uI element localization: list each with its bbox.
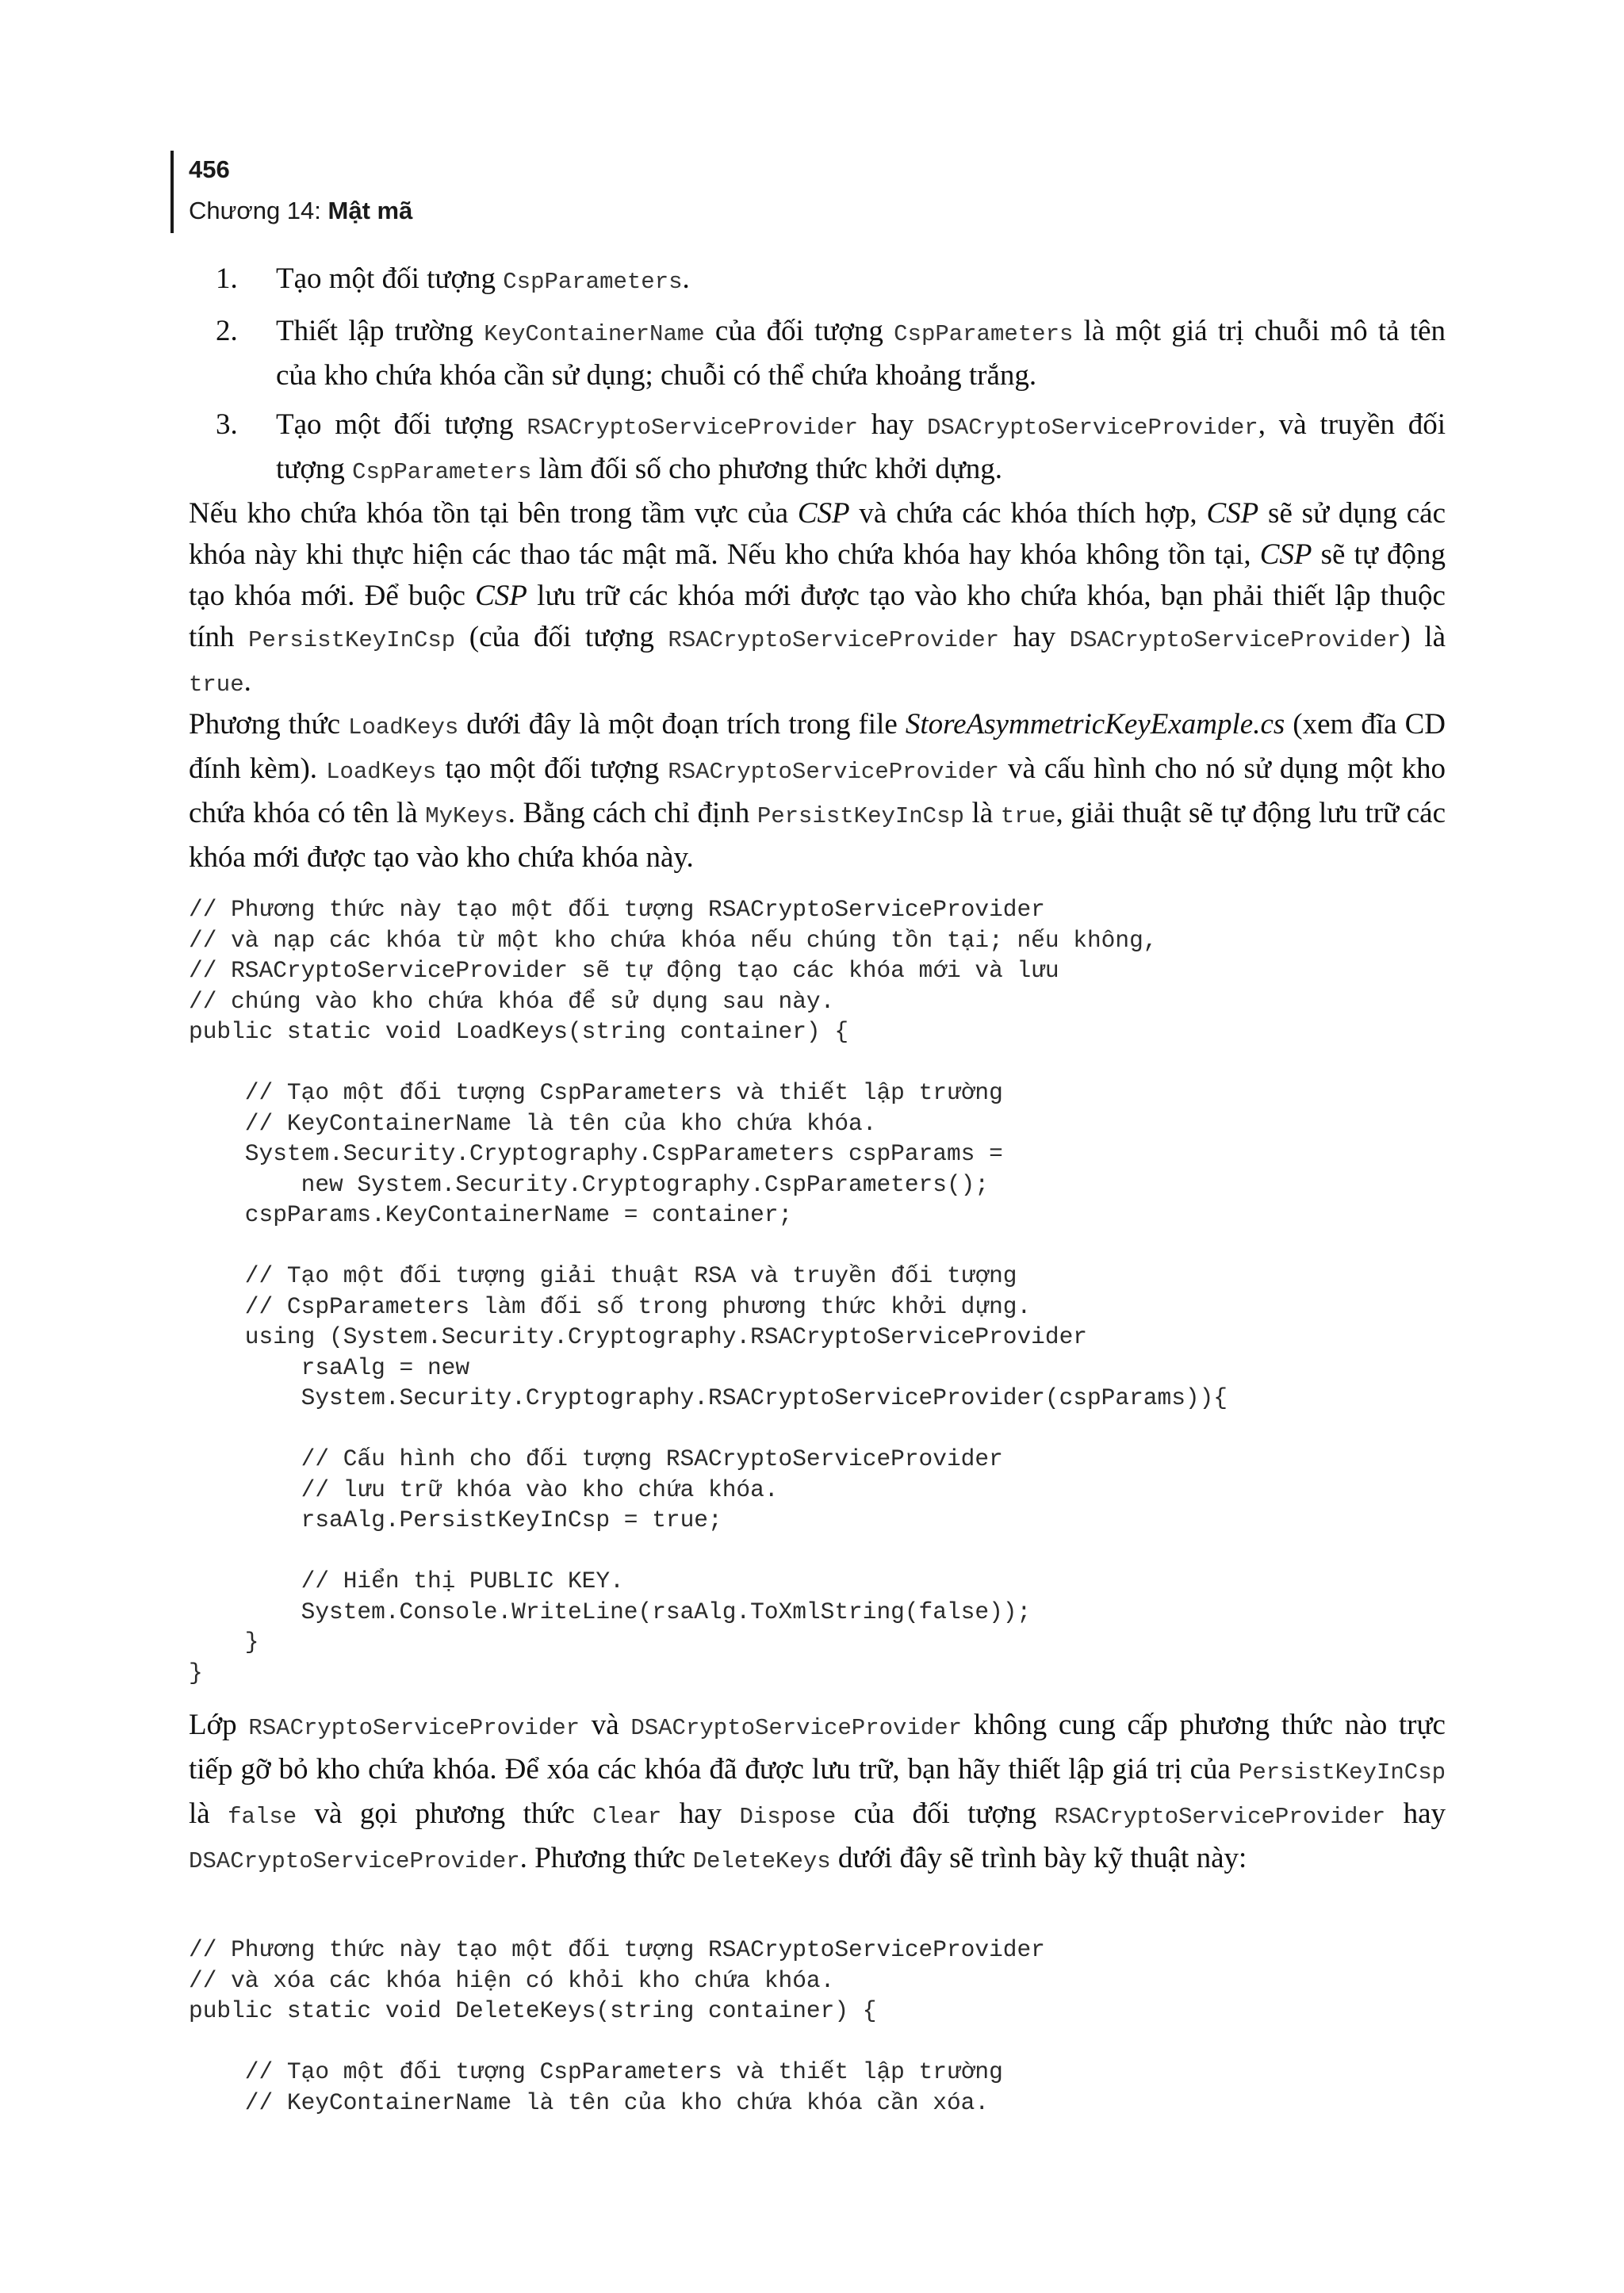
step-number: 1. (216, 262, 238, 295)
header-rule (170, 151, 174, 233)
step-item (189, 311, 1446, 396)
paragraph-csp: Nếu kho chứa khóa tồn tại bên trong tầm vực của CSP và chứa các khóa thích hợp, CSP sẽ sử dụng các khóa này khi thực hiện các thao tác mật mã. Nếu kho chứa khóa hay khóa không tồn tại, CSP sẽ tự động tạo khóa mới. Để buộc CSP lưu trữ các khóa mới được tạo vào kho chứa khóa, bạn phải thiết lập thuộc tính PersistKeyInCsp (của đối tượng RSACryptoServiceProvider hay DSACryptoServiceProvider) là true. (189, 497, 1446, 698)
code-block-loadkeys: // Phương thức này tạo một đối tượng RSACryptoServiceProvider // và nạp các khóa từ một kho chứa khóa nếu chúng tồn tại; nếu không, // RSACryptoServiceProvider sẽ tự động tạo các khóa mới và lưu // chúng vào kho chứa khóa để sử dụng sau này. public static void LoadKeys(string container) { // Tạo một đối tượng CspParameters và thiết lập trường // KeyContainerName là tên của kho chứa khóa. System.Security.Cryptography.CspParameters cspParams = new System.Security.Cryptography.CspParameters(); cspParams.KeyContainerName = container; // Tạo một đối tượng giải thuật RSA và truyền đối tượng // CspParameters làm đối số trong phương thức khởi dựng. using (System.Security.Cryptography.RSACryptoServiceProvider rsaAlg = new System.Security.Cryptography.RSACryptoServiceProvider(cspParams)){ // Cấu hình cho đối tượng RSACryptoServiceProvider // lưu trữ khóa vào kho chứa khóa. rsaAlg.PersistKeyInCsp = true; // Hiển thị PUBLIC KEY. System.Console.WriteLine(rsaAlg.ToXmlString(false)); } } (189, 896, 1228, 1686)
steps-list (189, 258, 1446, 501)
chapter-title: Mật mã (327, 197, 413, 224)
step-item (189, 258, 1446, 303)
step-text: Tạo một đối tượng CspParameters. (276, 262, 690, 295)
paragraph-loadkeys: Phương thức LoadKeys dưới đây là một đoạn trích trong file StoreAsymmetricKeyExample.cs (xem đĩa CD đính kèm). LoadKeys tạo một đối tượng RSACryptoServiceProvider và cấu hình cho nó sử dụng một kho chứa khóa có tên là MyKeys. Bằng cách chỉ định PersistKeyInCsp là true, giải thuật sẽ tự động lưu trữ các khóa mới được tạo vào kho chứa khóa này. (189, 708, 1446, 874)
chapter-prefix: Chương 14: (189, 197, 328, 224)
step-item (189, 404, 1446, 493)
chapter-heading (189, 197, 412, 225)
step-number: 3. (216, 408, 238, 441)
code-block-deletekeys: // Phương thức này tạo một đối tượng RSACryptoServiceProvider // và xóa các khóa hiện có khỏi kho chứa khóa. public static void DeleteKeys(string container) { // Tạo một đối tượng CspParameters và thiết lập trường // KeyContainerName là tên của kho chứa khóa cần xóa. (189, 1936, 1045, 2116)
paragraph-deletekeys: Lớp RSACryptoServiceProvider và DSACryptoServiceProvider không cung cấp phương thức nào trực tiếp gỡ bỏ kho chứa khóa. Để xóa các khóa đã được lưu trữ, bạn hãy thiết lập giá trị của PersistKeyInCsp là false và gọi phương thức Clear hay Dispose của đối tượng RSACryptoServiceProvider hay DSACryptoServiceProvider. Phương thức DeleteKeys dưới đây sẽ trình bày kỹ thuật này: (189, 1709, 1446, 1874)
page-number: 456 (189, 155, 230, 183)
step-text: Thiết lập trường KeyContainerName của đối tượng CspParameters là một giá trị chuỗi mô tả tên của kho chứa khóa cần sử dụng; chuỗi có thể chứa khoảng trắng. (276, 315, 1446, 392)
step-number: 2. (216, 315, 238, 347)
step-text: Tạo một đối tượng RSACryptoServiceProvider hay DSACryptoServiceProvider, và truyền đối tượng CspParameters làm đối số cho phương thức khởi dựng. (276, 408, 1446, 485)
